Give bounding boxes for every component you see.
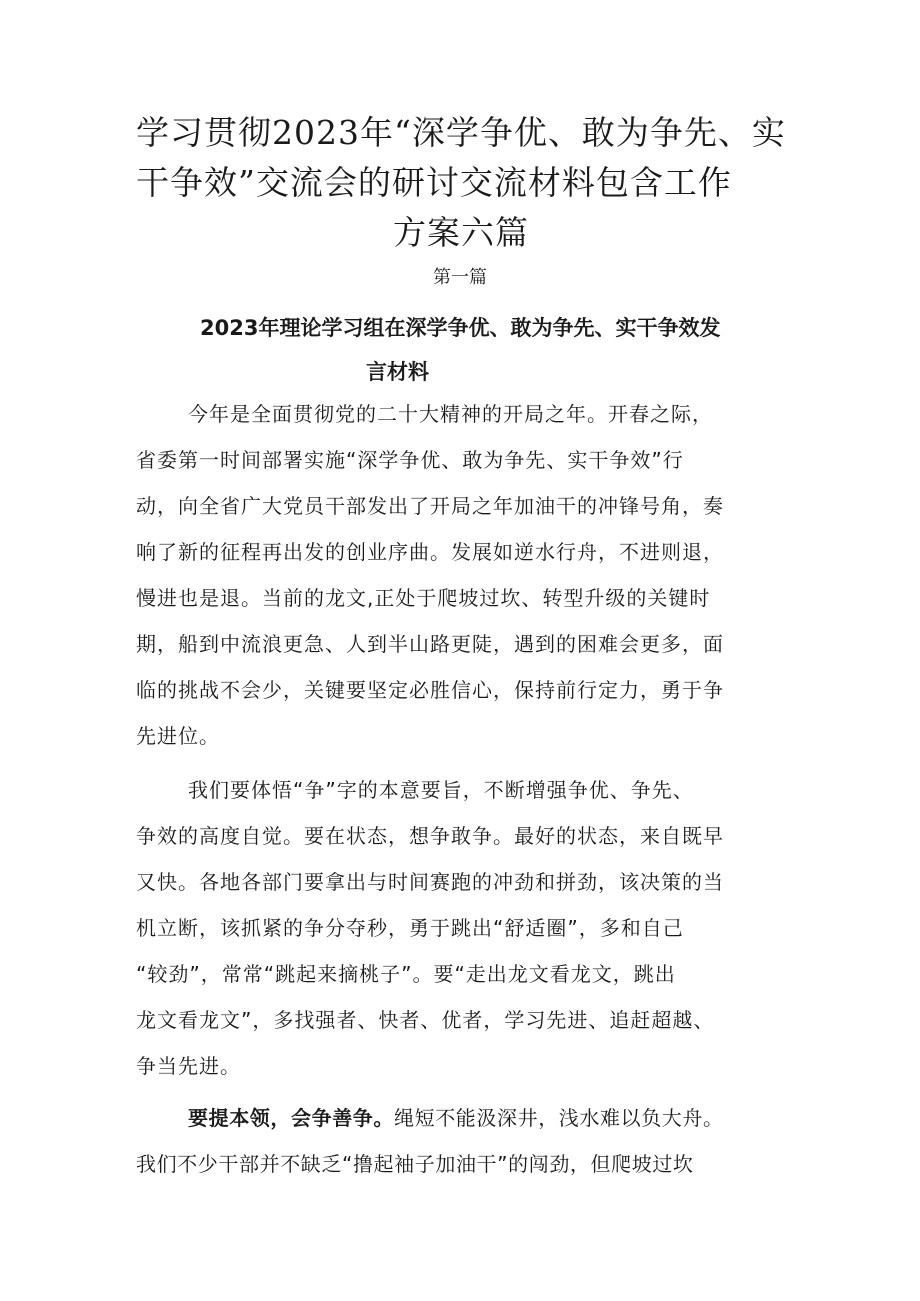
subtitle-line: 2023年理论学习组在深学争优、敢为争先、实干争效发 <box>200 316 721 340</box>
section-subtitle <box>136 306 792 394</box>
text-line: 省委第一时间部署实施“深学争优、敢为争先、实干争效”行 <box>136 448 684 472</box>
text-line: 又快。各地各部门要拿出与时间赛跑的冲劲和拼劲，该决策的当 <box>136 870 724 894</box>
text-line: 机立断，该抓紧的争分夺秒，勇于跳出“舒适圈”，多和自己 <box>136 916 684 940</box>
title-line: 干争效”交流会的研讨交流材料包含工作 <box>136 163 732 202</box>
text-line: 我们要体悟“争”字的本意要旨，不断增强争优、争先、 <box>188 778 694 802</box>
paragraph-2 <box>136 767 816 1089</box>
text-line: 龙文看龙文”，多找强者、快者、优者，学习先进、追赶超越、 <box>136 1008 715 1032</box>
text-line: 争当先进。 <box>136 1054 241 1078</box>
title-line: 学习贯彻2023年“深学争优、敢为争先、实 <box>136 113 786 152</box>
document-title <box>136 108 786 258</box>
text-line: 我们不少干部并不缺乏“撸起袖子加油干”的闯劲，但爬坡过坎 <box>136 1152 694 1176</box>
text-line: 响了新的征程再出发的创业序曲。发展如逆水行舟，不进则退， <box>136 540 724 564</box>
bold-lead: 要提本领，会争善争。 <box>188 1106 394 1130</box>
paragraph-3 <box>136 1095 816 1187</box>
text-line: 慢进也是退。当前的龙文,正处于爬坡过坎、转型升级的关键时 <box>136 586 711 610</box>
text-line: 争效的高度自觉。要在状态，想争敢争。最好的状态，来自既早 <box>136 824 724 848</box>
title-line: 方案六篇 <box>393 213 529 252</box>
text-line: 先进位。 <box>136 724 220 748</box>
text-line <box>136 1095 816 1141</box>
text-line: “较劲”，常常“跳起来摘桃子”。要“走出龙文看龙文，跳出 <box>136 962 676 986</box>
section-label: 第一篇 <box>433 267 487 288</box>
text-line: 临的挑战不会少，关键要坚定必胜信心，保持前行定力，勇于争 <box>136 678 724 702</box>
text-line: 动，向全省广大党员干部发出了开局之年加油干的冲锋号角，奏 <box>136 494 724 518</box>
paragraph-1 <box>136 391 816 759</box>
text-run: 绳短不能汲深井，浅水难以负大舟。 <box>394 1106 724 1130</box>
text-line: 今年是全面贯彻党的二十大精神的开局之年。开春之际， <box>188 402 713 426</box>
document-body <box>136 391 816 1187</box>
subtitle-line: 言材料 <box>366 360 429 384</box>
text-line: 期，船到中流浪更急、人到半山路更陡，遇到的困难会更多，面 <box>136 632 724 656</box>
